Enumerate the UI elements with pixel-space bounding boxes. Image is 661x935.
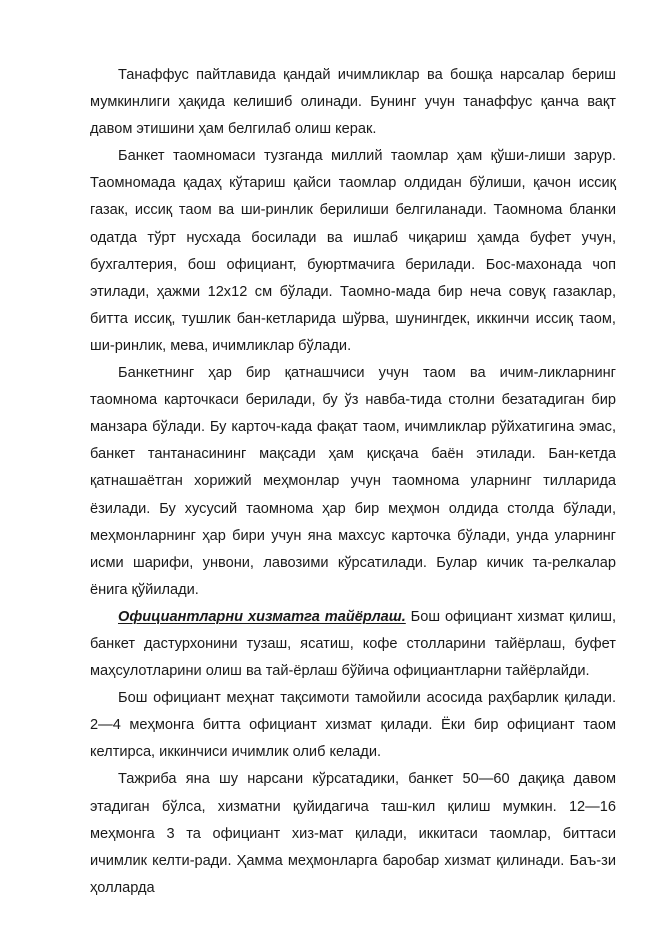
paragraph-waiter-preparation-text: Бош официант хизмат қилиш, банкет дастурхонини тузаш, ясатиш, кофе столларини тайёрлаш, буфет маҳсулотларини олиш ва тай-ёрлаш бўйича официантларни тайёрлайди. (90, 608, 616, 680)
paragraph-menu-card: Банкетнинг ҳар бир қатнашчиси учун таом ва ичим-ликларнинг таомнома карточкаси берилади, бу ўз навба-тида столни безатадиган бир манзара бўлади. Бу карточ-када фақат таом, ичимликлар рўйхатигина эмас, банкет тантанасининг мақсади ҳам қисқача баён этилади. Бан-кетда қатнашаётган хорижий меҳмонлар учун таомнома уларнинг тилларида ёзилади. Бу хусусий таомнома ҳар бир меҳмон олдида столда бўлади, меҳмонларнинг ҳар бири учун яна махсус карточка бўлади, унда уларнинг исми шарифи, унвони, лавозими кўрсатилади. Булар кичик та-релкалар ёнига қўйилади. (90, 365, 616, 598)
document-page (90, 62, 616, 902)
paragraph-break-drinks: Танаффус пайтлавида қандай ичимликлар ва бошқа нарсалар бериш мумкинлиги ҳақида келишиб олинади. Бунинг учун танаффус қанча вақт давом этишини ҳам белгилаб олиш керак. (90, 67, 616, 138)
paragraph-experience: Тажриба яна шу нарсани кўрсатадики, банкет 50—60 дақиқа давом этадиган бўлса, хизматни қуйидагича таш-кил қилиш мумкин. 12—16 меҳмонга 3 та официант хиз-мат қилади, иккитаси таомлар, биттаси ичимлик келти-ради. Ҳамма меҳмонларга баробар хизмат қилинади. Баъ-зи ҳолларда (90, 771, 616, 896)
paragraph-waiter-preparation (90, 604, 616, 685)
section-heading-waiter-preparation: Официантларни хизматга тайёрлаш. (118, 608, 406, 625)
paragraph-labor-division: Бош официант меҳнат тақсимоти тамойили асосида раҳбарлик қилади. 2—4 меҳмонга битта официант хизмат қилади. Ёки бир официант таом келтирса, иккинчиси ичимлик олиб келади. (90, 690, 616, 761)
paragraph-banquet-menu: Банкет таомномаси тузганда миллий таомлар ҳам қўши-лиши зарур. Таомномада қадаҳ кўтариш қайси таомлар олдидан бўлиши, қачон иссиқ газак, иссиқ таом ва ши-ринлик берилиши белгиланади. Таомнома бланки одатда тўрт нусхада босилади ва ишлаб чиқариш ҳамда буфет учун, бухгалтерия, бош официант, буюртмачига берилади. Бос-махонада чоп этилади, ҳажми 12х12 см бўлади. Таомно-мада бир неча совуқ газаклар, битта иссиқ, тушлик бан-кетларида шўрва, шунингдек, иккинчи иссиқ таом, ши-ринлик, мева, ичимликлар бўлади. (90, 148, 616, 354)
